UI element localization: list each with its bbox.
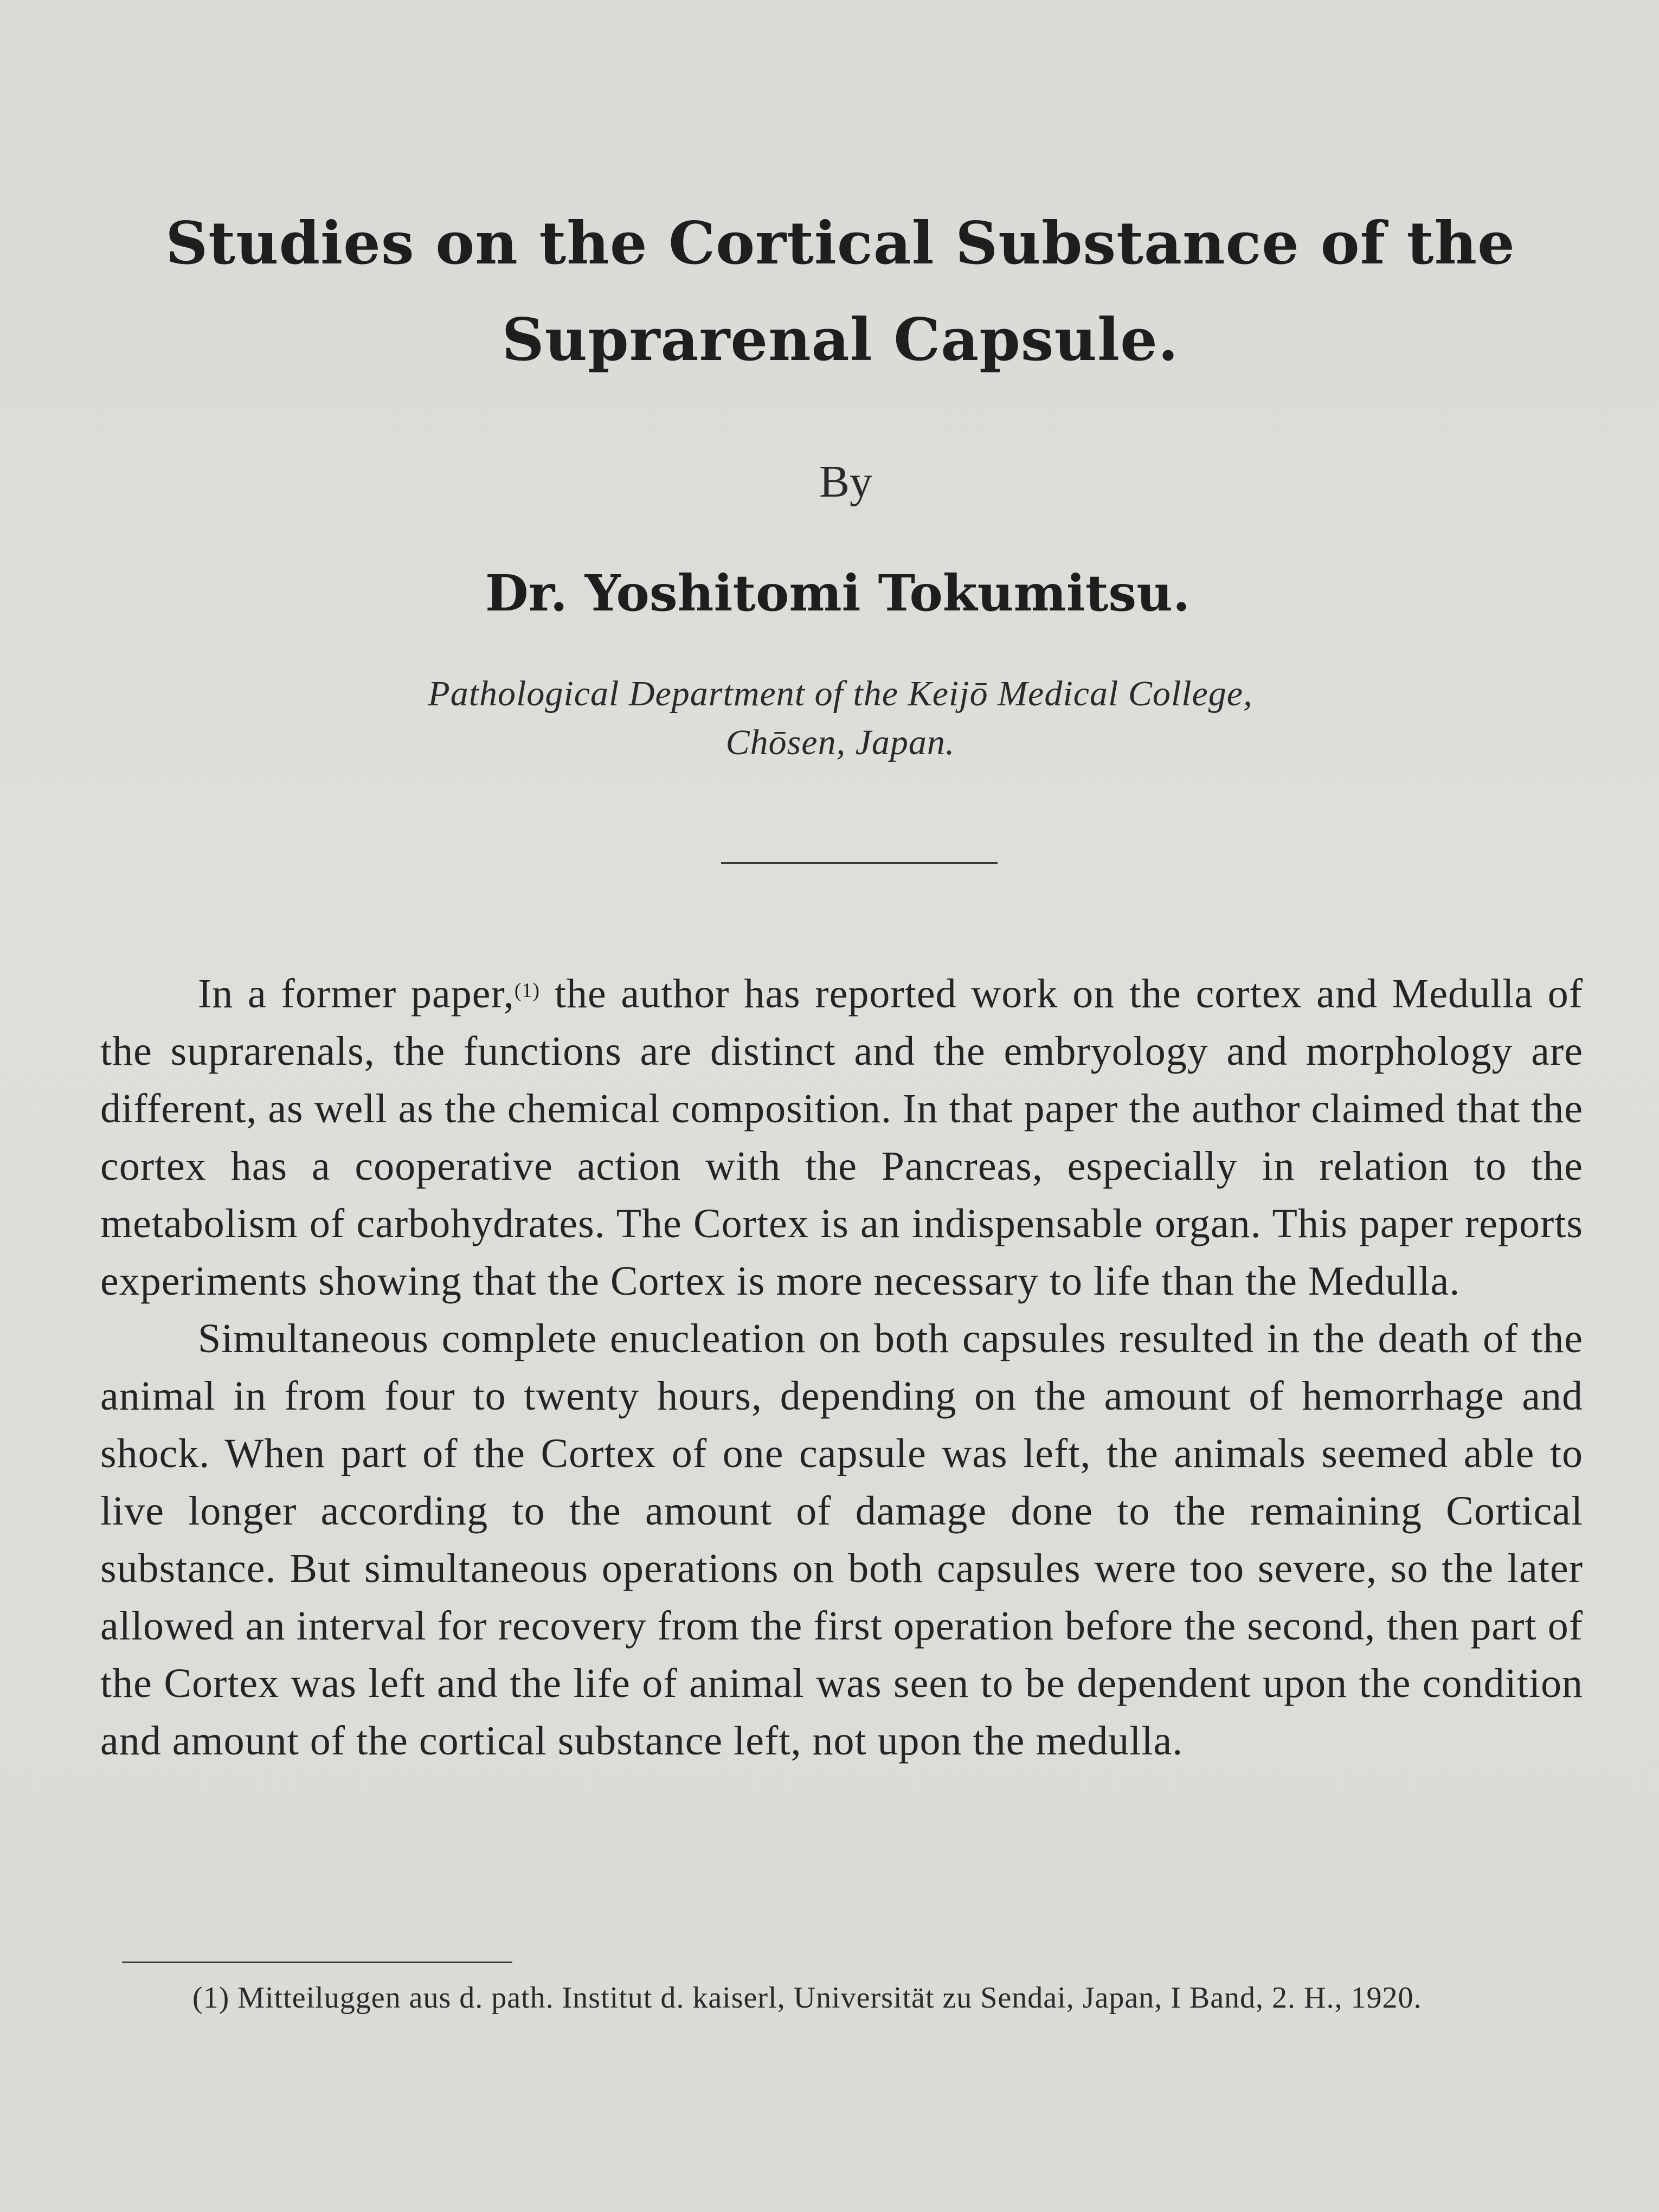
affiliation [0,670,1659,767]
footnote-text: (1) Mitteiluggen aus d. path. Institut d. kaiserl, Universität zu Sendai, Japan, I Band, 2. H., 1920. [192,1981,1422,2015]
section-divider [721,862,998,864]
byline: By [819,456,873,507]
paragraph-1-start: In a former paper, [198,971,515,1017]
title-line-2: Suprarenal Capsule. [501,306,1179,374]
footnote-rule [122,1962,512,1963]
paragraph-2: Simultaneous complete enucleation on both capsules resulted in the death of the animal in from four to twenty hours, depending on the amount of hemorrhage and shock. When part of the Cortex of one capsule was left, the animals seemed able to live longer according to the amount of damage done to the remaining Cortical substance. But simultaneous operations on both capsules were too severe, so the later allowed an interval for recovery from the first operation before the second, then part of the Cortex was left and the life of animal was seen to be dependent upon the condition and amount of the cortical substance left, not upon the medulla. [100,1316,1583,1764]
footnote-ref: (1) [514,979,541,1002]
paragraph-1-rest: the author has reported work on the cortex and Medulla of the suprarenals, the functions are distinct and the embryology and morphology are different, as well as the chemical composition. In that paper the author claimed that the cortex has a cooperative action with the Pancreas, especially in relation to the metabolism of carbohydrates. The Cortex is an indispensable organ. This paper reports experiments showing that the Cortex is more necessary to life than the Medulla. [100,971,1583,1304]
paragraph-1 [100,965,1583,1310]
affiliation-line-1: Pathological Department of the Keijō Medical College, [428,674,1253,713]
title-line-1: Studies on the Cortical Substance of the [165,209,1515,278]
affiliation-line-2: Chōsen, Japan. [725,723,955,762]
footnote [122,1973,1570,2022]
body-text [100,965,1583,1770]
author-name: Dr. Yoshitomi Tokumitsu. [485,564,1191,622]
paper-title [136,195,1545,388]
